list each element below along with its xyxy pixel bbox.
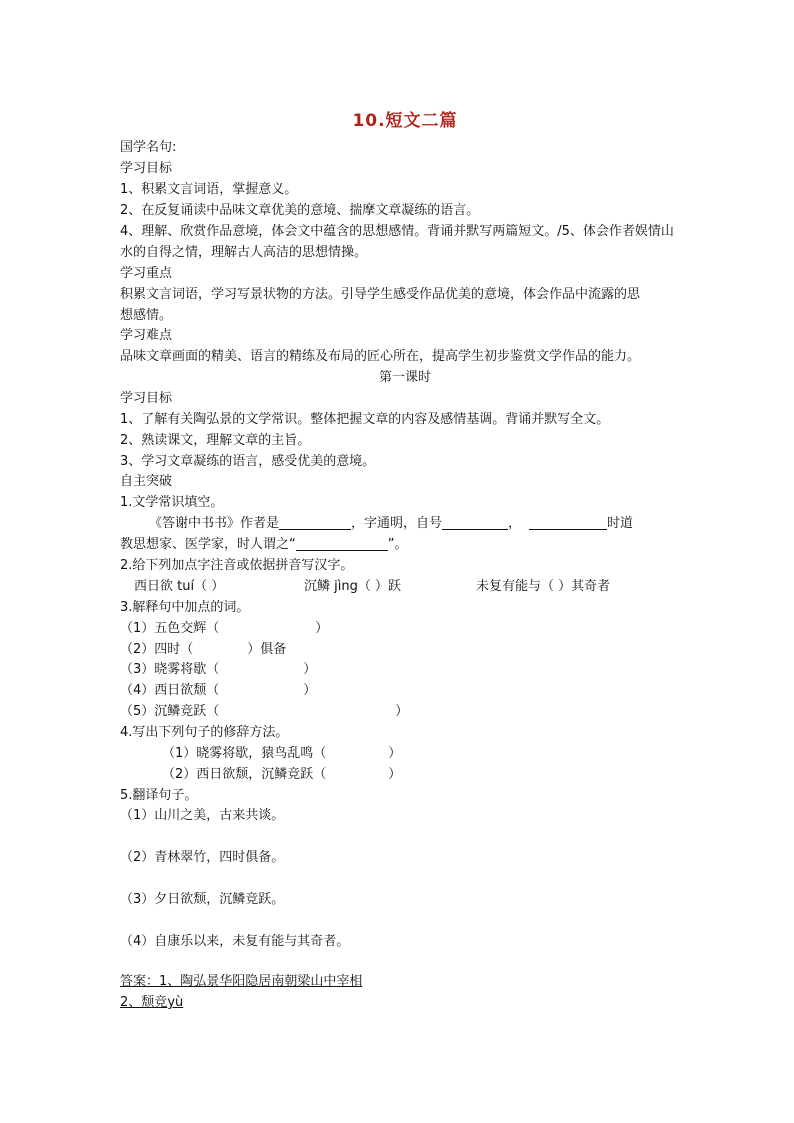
q3-label-1: （1）五色交辉（ xyxy=(120,621,220,636)
q3-item-2 xyxy=(120,640,286,660)
goal-2: 2、在反复诵读中品味文章优美的意境、揣摩文章凝练的语言。 xyxy=(120,203,480,218)
answers-label: 答案： xyxy=(120,974,160,989)
q1-text-c: ， xyxy=(508,516,522,531)
q2-item-3: 未复有能与（ ）其奇者 xyxy=(476,579,611,594)
q4-close-1: ） xyxy=(388,746,402,761)
q3-close-2: ）俱备 xyxy=(247,642,287,657)
answers-row-2 xyxy=(120,993,183,1013)
q4-close-2: ） xyxy=(388,767,402,782)
q4-item-1 xyxy=(162,744,401,764)
author-blank[interactable] xyxy=(279,515,351,530)
lesson1-goal-3: 3、学习文章凝练的语言，感受优美的意境。 xyxy=(120,454,376,469)
q1-heading: 1.文学常识填空。 xyxy=(120,495,224,510)
q3-label-5: （5）沉鳞竞跃（ xyxy=(120,704,220,719)
goal-4a: 4、理解、欣赏作品意境，体会文中蕴含的思想感情。背诵并默写两篇短文。/5、体会作者娱情山 xyxy=(120,224,674,239)
lesson1-heading: 第一课时 xyxy=(378,370,431,385)
answer-1-1: 1、陶弘景 xyxy=(159,974,220,989)
q1-text-e: 教思想家、医学家，时人谓之“ xyxy=(120,537,296,552)
answer-2-3: 竞 xyxy=(154,995,168,1010)
answer-1-4: 山中宰相 xyxy=(310,974,363,989)
q4-heading: 4.写出下列句子的修辞方法。 xyxy=(120,725,289,740)
q5-item-3: （3）夕日欲颓，沉鳞竞跃。 xyxy=(120,892,285,907)
q3-close-3: ） xyxy=(303,662,317,677)
q1-text-b: ，字通明，自号 xyxy=(351,516,443,531)
guoxue-label: 国学名句: xyxy=(120,140,177,155)
q3-label-2: （2）四时（ xyxy=(120,642,194,657)
q1-paragraph-1 xyxy=(149,514,633,534)
lesson1-goal-2: 2、熟读课文，理解文章的主旨。 xyxy=(120,433,311,448)
q1-text-d: 时道 xyxy=(607,516,634,531)
q4-label-1: （1）晓雾将歇，猿鸟乱鸣（ xyxy=(162,746,327,761)
answers-row-1 xyxy=(120,972,362,992)
q5-item-1: （1）山川之美，古来共谈。 xyxy=(120,808,285,823)
q1-text-f: ”。 xyxy=(387,537,408,552)
q3-item-3 xyxy=(120,660,316,680)
answer-2-1: 2、 xyxy=(120,995,142,1010)
q4-item-2 xyxy=(162,765,401,785)
q2-item-2: 沉鳞 jìng（ ）跃 xyxy=(304,579,401,594)
q1-paragraph-2 xyxy=(120,535,408,555)
q3-item-4 xyxy=(120,681,316,701)
answer-1-2: 华阳隐居 xyxy=(219,974,272,989)
q5-item-4: （4）自康乐以来，未复有能与其奇者。 xyxy=(120,934,350,949)
q1-text-a: 《答谢中书书》作者是 xyxy=(149,516,280,531)
alias-blank[interactable] xyxy=(442,515,508,530)
answer-1-3: 南朝梁 xyxy=(271,974,311,989)
lesson1-goals-heading: 学习目标 xyxy=(120,391,173,406)
q4-label-2: （2）西日欲颓，沉鳞竞跃（ xyxy=(162,767,327,782)
q3-close-4: ） xyxy=(303,683,317,698)
q3-label-3: （3）晓雾将歇（ xyxy=(120,662,220,677)
lesson1-goal-1: 1、了解有关陶弘景的文学常识。整体把握文章的内容及感情基调。背诵并默写全文。 xyxy=(120,412,610,427)
nickname-blank[interactable] xyxy=(296,536,388,551)
q3-heading: 3.解释句中加点的词。 xyxy=(120,600,250,615)
key-heading: 学习重点 xyxy=(120,266,173,281)
answer-2-4: yù xyxy=(167,995,184,1010)
answer-2-2: 颓 xyxy=(141,995,155,1010)
goal-1: 1、积累文言词语，掌握意义。 xyxy=(120,182,298,197)
q3-item-5 xyxy=(120,702,408,722)
q3-item-1 xyxy=(120,619,328,639)
q2-heading: 2.给下列加点字注音或依据拼音写汉字。 xyxy=(120,558,354,573)
q3-close-1: ） xyxy=(315,621,329,636)
q3-close-5: ） xyxy=(395,704,409,719)
page-title: 10.短文二篇 xyxy=(352,111,458,131)
q5-item-2: （2）青林翠竹，四时俱备。 xyxy=(120,850,285,865)
goals-heading: 学习目标 xyxy=(120,161,173,176)
key-text-b: 想感情。 xyxy=(120,308,173,323)
title-blank[interactable] xyxy=(529,515,607,530)
q2-item-1: 西日欲 tuí（ ） xyxy=(134,579,225,594)
key-text-a: 积累文言词语，学习写景状物的方法。引导学生感受作品优美的意境，体会作品中流露的思 xyxy=(120,287,641,302)
self-study-heading: 自主突破 xyxy=(120,474,173,489)
difficulty-heading: 学习难点 xyxy=(120,328,173,343)
q5-heading: 5.翻译句子。 xyxy=(120,788,198,803)
difficulty-text: 品味文章画面的精美、语言的精练及布局的匠心所在，提高学生初步鉴赏文学作品的能力。 xyxy=(120,349,641,364)
q3-label-4: （4）西日欲颓（ xyxy=(120,683,220,698)
goal-4b: 水的自得之情，理解古人高洁的思想情操。 xyxy=(120,245,368,260)
